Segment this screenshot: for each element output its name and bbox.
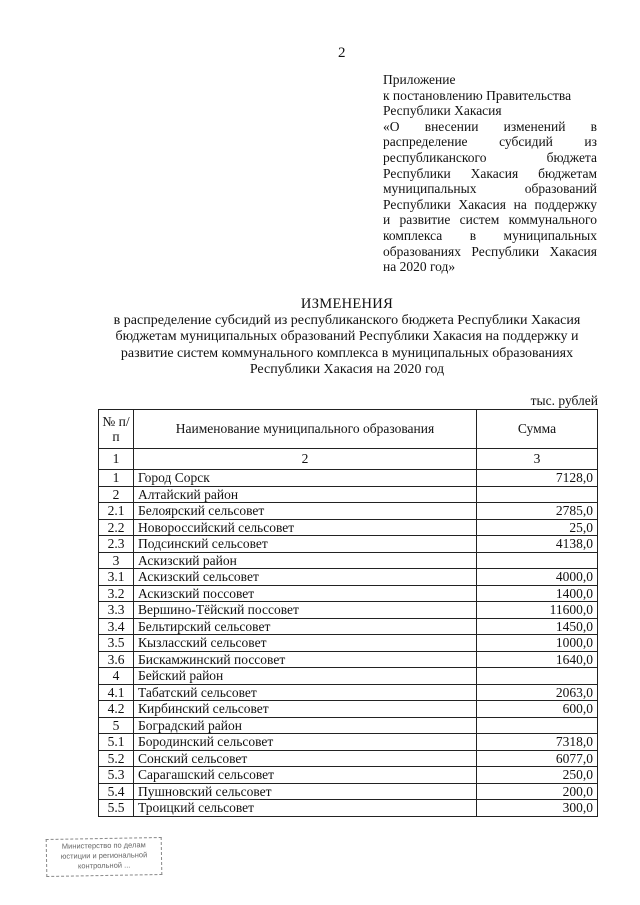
cell-name: Троицкий сельсовет	[134, 800, 477, 817]
cell-name: Сонский сельсовет	[134, 750, 477, 767]
stamp-line: Министерство по делам	[61, 840, 146, 851]
cell-num: 4.1	[99, 684, 134, 701]
appendix-line: на 2020 год»	[383, 259, 456, 275]
table-row	[99, 767, 598, 784]
stamp-line: юстиции и региональной	[60, 850, 148, 861]
table-row	[99, 569, 598, 586]
table-row	[99, 470, 598, 487]
cell-sum: 600,0	[477, 701, 598, 718]
header-sum: Сумма	[477, 410, 598, 449]
cell-num: 5	[99, 717, 134, 734]
cell-num: 3.3	[99, 602, 134, 619]
cell-name: Аскизский поссовет	[134, 585, 477, 602]
cell-sum: 1450,0	[477, 618, 598, 635]
cell-sum: 1000,0	[477, 635, 598, 652]
cell-num: 1	[99, 470, 134, 487]
cell-num: 2.1	[99, 503, 134, 520]
cell-num: 3	[99, 552, 134, 569]
appendix-line: к постановлению Правительства	[383, 87, 572, 103]
table-row	[99, 503, 598, 520]
appendix-line: распределение субсидий из	[383, 134, 597, 150]
registration-stamp	[46, 837, 163, 877]
column-number: 2	[134, 449, 477, 470]
cell-num: 5.2	[99, 750, 134, 767]
table-row	[99, 783, 598, 800]
cell-name: Новороссийский сельсовет	[134, 519, 477, 536]
cell-num: 5.5	[99, 800, 134, 817]
cell-name: Кирбинский сельсовет	[134, 701, 477, 718]
cell-sum	[477, 668, 598, 685]
table-row	[99, 635, 598, 652]
document-title	[96, 296, 598, 379]
header-num: № п/п	[99, 410, 134, 449]
appendix-line: Республики Хакасия бюджетам	[383, 165, 597, 181]
cell-sum: 1640,0	[477, 651, 598, 668]
appendix-line: комплекса в муниципальных	[383, 227, 597, 243]
table-header-row	[99, 410, 598, 449]
title-line: развитие систем коммунального комплекса в муниципальных образованиях	[120, 345, 574, 361]
cell-sum: 25,0	[477, 519, 598, 536]
table-row	[99, 536, 598, 553]
cell-sum	[477, 552, 598, 569]
table-body	[99, 470, 598, 817]
cell-num: 2	[99, 486, 134, 503]
cell-name: Город Сорск	[134, 470, 477, 487]
stamp-line: контрольной ...	[77, 860, 131, 871]
table-row	[99, 734, 598, 751]
cell-name: Аскизский район	[134, 552, 477, 569]
cell-sum: 1400,0	[477, 585, 598, 602]
column-number: 1	[99, 449, 134, 470]
cell-num: 3.2	[99, 585, 134, 602]
appendix-line: Республики Хакасия	[383, 103, 502, 119]
cell-name: Алтайский район	[134, 486, 477, 503]
cell-name: Боградский район	[134, 717, 477, 734]
cell-name: Аскизский сельсовет	[134, 569, 477, 586]
table-row	[99, 618, 598, 635]
appendix-block	[383, 72, 597, 275]
cell-name: Вершино-Тёйский поссовет	[134, 602, 477, 619]
cell-num: 3.5	[99, 635, 134, 652]
cell-name: Бородинский сельсовет	[134, 734, 477, 751]
unit-label: тыс. рублей	[530, 393, 598, 408]
cell-sum: 4000,0	[477, 569, 598, 586]
cell-num: 2.2	[99, 519, 134, 536]
cell-num: 5.3	[99, 767, 134, 784]
table-row	[99, 701, 598, 718]
table-row	[99, 717, 598, 734]
table-row	[99, 750, 598, 767]
cell-num: 3.6	[99, 651, 134, 668]
cell-num: 4.2	[99, 701, 134, 718]
table-row	[99, 668, 598, 685]
cell-num: 5.1	[99, 734, 134, 751]
cell-name: Сарагашский сельсовет	[134, 767, 477, 784]
table-row	[99, 800, 598, 817]
cell-sum: 7318,0	[477, 734, 598, 751]
cell-sum: 250,0	[477, 767, 598, 784]
cell-name: Бельтирский сельсовет	[134, 618, 477, 635]
cell-name: Пушновский сельсовет	[134, 783, 477, 800]
cell-num: 2.3	[99, 536, 134, 553]
cell-name: Кызласский сельсовет	[134, 635, 477, 652]
subsidy-table	[98, 409, 598, 817]
cell-name: Табатский сельсовет	[134, 684, 477, 701]
cell-sum: 6077,0	[477, 750, 598, 767]
appendix-line: и развитие систем коммунального	[383, 212, 597, 228]
header-name: Наименование муниципального образования	[134, 410, 477, 449]
cell-sum: 300,0	[477, 800, 598, 817]
table-row	[99, 486, 598, 503]
cell-sum: 4138,0	[477, 536, 598, 553]
appendix-line: образованиях Республики Хакасия	[383, 243, 597, 259]
title-line: бюджетам муниципальных образований Республики Хакасия на поддержку и	[115, 329, 579, 344]
appendix-line: Республики Хакасия на поддержку	[383, 196, 597, 212]
cell-sum: 200,0	[477, 783, 598, 800]
table-row	[99, 552, 598, 569]
appendix-line: «О внесении изменений в	[383, 118, 597, 134]
cell-num: 4	[99, 668, 134, 685]
cell-name: Бейский район	[134, 668, 477, 685]
cell-name: Бискамжинский поссовет	[134, 651, 477, 668]
appendix-line: муниципальных образований	[383, 181, 597, 197]
cell-name: Подсинский сельсовет	[134, 536, 477, 553]
title-line: в распределение субсидий из республиканского бюджета Республики Хакасия	[113, 312, 581, 328]
appendix-line: республиканского бюджета	[383, 149, 597, 165]
cell-sum: 11600,0	[477, 602, 598, 619]
cell-num: 3.1	[99, 569, 134, 586]
column-numbers-row	[99, 449, 598, 470]
table-row	[99, 602, 598, 619]
cell-num: 3.4	[99, 618, 134, 635]
cell-sum: 2785,0	[477, 503, 598, 520]
column-number: 3	[477, 449, 598, 470]
page-number: 2	[338, 45, 346, 61]
title-line: Республики Хакасия на 2020 год	[249, 362, 445, 377]
table-row	[99, 651, 598, 668]
cell-sum: 2063,0	[477, 684, 598, 701]
cell-sum	[477, 717, 598, 734]
title-heading: ИЗМЕНЕНИЯ	[300, 296, 394, 312]
table-row	[99, 519, 598, 536]
table-row	[99, 585, 598, 602]
cell-num: 5.4	[99, 783, 134, 800]
appendix-line: Приложение	[383, 72, 456, 87]
cell-name: Белоярский сельсовет	[134, 503, 477, 520]
table-row	[99, 684, 598, 701]
cell-sum	[477, 486, 598, 503]
cell-sum: 7128,0	[477, 470, 598, 487]
